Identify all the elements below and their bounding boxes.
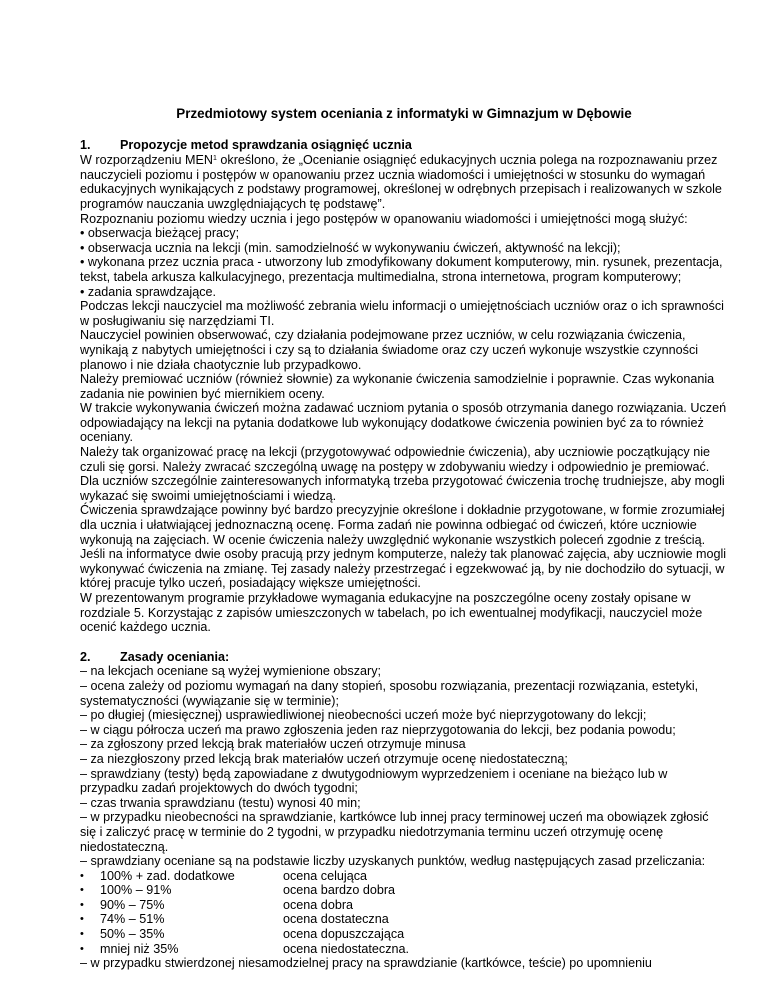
bullet-icon: • xyxy=(80,884,84,897)
bullet-icon: • xyxy=(80,942,84,955)
grade-label: ocena dopuszczająca xyxy=(283,927,405,942)
rule-item: – ocena zależy od poziomu wymagań na dany stopień, sposobu rozwiązania, prezentacji rozwiązania, estetyki, systematyczności (wywiązanie się w terminie); xyxy=(80,678,699,708)
bullet-icon: • xyxy=(80,913,84,926)
grade-label: ocena bardzo dobra xyxy=(283,883,396,898)
document-title: Przedmiotowy system oceniania z informatyki w Gimnazjum w Dębowie xyxy=(176,106,632,121)
section-2-closing: – w przypadku stwierdzonej niesamodzielnej pracy na sprawdzianie (kartkówce, teście) po upomnieniu xyxy=(80,956,652,971)
paragraph: • zadania sprawdzające. xyxy=(80,284,217,299)
section-1-body xyxy=(80,212,728,635)
section-1-number: 1. xyxy=(80,137,91,152)
grade-label: ocena celująca xyxy=(283,868,368,883)
grade-label: ocena dobra xyxy=(283,897,354,912)
grade-row xyxy=(80,912,728,927)
paragraph: Jeśli na informatyce dwie osoby pracują przy jednym komputerze, należy tak planować zajęcia, aby uczniowie mogli wykonywać ćwiczenia na zmianę. Tej zasady należy przestrzegać i egzekwować ją, by nie dochodziło do sytuacji, w której pracuje tylko uczeń, posiadający większe umiejętności. xyxy=(80,547,727,591)
paragraph: Dla uczniów szczególnie zainteresowanych informatyką trzeba przygotować ćwiczenia trochę trudniejsze, aby mogli wykazać się swoimi umiejętnościami i wiedzą. xyxy=(80,474,725,503)
section-2-number: 2. xyxy=(80,649,91,664)
rule-item: – w ciągu półrocza uczeń ma prawo zgłoszenia jeden raz nieprzygotowania do lekcji, bez podania powodu; xyxy=(80,722,676,737)
paragraph: Należy premiować uczniów (również słownie) za wykonanie ćwiczenia samodzielnie i poprawnie. Czas wykonania zadania nie powinien być miernikiem oceny. xyxy=(80,372,715,401)
section-1-heading xyxy=(80,138,728,153)
rule-item: – czas trwania sprawdzianu (testu) wynosi 40 min; xyxy=(80,795,361,810)
grade-range: 50% – 35% xyxy=(100,927,165,942)
section-2-heading xyxy=(80,650,728,665)
section-1-intro xyxy=(80,152,728,211)
section-2-body xyxy=(80,664,728,868)
paragraph: W prezentowanym programie przykładowe wymagania edukacyjne na poszczególne oceny zostały opisane w rozdziale 5. Korzystając z zapisów umieszczonych w tabelach, po ich ewentualnej modyfikacji, nauczyciel może ocenić każdego ucznia. xyxy=(80,591,703,635)
rule-item: – sprawdziany oceniane są na podstawie liczby uzyskanych punktów, według następujących zasad przeliczania: xyxy=(80,854,706,869)
rule-item: – po długiej (miesięcznej) usprawiedliwionej nieobecności uczeń może być nieprzygotowany do lekcji; xyxy=(80,708,647,723)
paragraph: Nauczyciel powinien obserwować, czy działania podejmowane przez uczniów, w celu rozwiązania ćwiczenia, wynikają z nabytych umiejętności i czy są to działania świadome oraz czy uczeń wykonuje wszystkie czynności planowo i nie działa chaotycznie lub przypadkowo. xyxy=(80,328,699,372)
grade-label: ocena dostateczna xyxy=(283,912,389,927)
section-1-title: Propozycje metod sprawdzania osiągnięć ucznia xyxy=(120,137,412,152)
grade-range: 100% + zad. dodatkowe xyxy=(100,868,235,883)
grade-row xyxy=(80,898,728,913)
grade-label: ocena niedostateczna. xyxy=(283,941,410,956)
paragraph: Rozpoznaniu poziomu wiedzy ucznia i jego postępów w opanowaniu wiadomości i umiejętności mogą służyć: xyxy=(80,211,688,226)
paragraph: • obserwacja ucznia na lekcji (min. samodzielność w wykonywaniu ćwiczeń, aktywność na lekcji); xyxy=(80,240,621,255)
bullet-icon: • xyxy=(80,869,84,882)
paragraph: Podczas lekcji nauczyciel ma możliwość zebrania wielu informacji o umiejętnościach uczniów oraz o ich sprawności w posługiwaniu się narzędziami TI. xyxy=(80,299,724,328)
grade-range: mniej niż 35% xyxy=(100,941,179,956)
rule-item: – za niezgłoszony przed lekcją brak materiałów uczeń otrzymuje ocenę niedostateczną; xyxy=(80,751,568,766)
paragraph: • obserwacja bieżącej pracy; xyxy=(80,226,240,241)
paragraph: Ćwiczenia sprawdzające powinny być bardzo precyzyjnie określone i dokładnie przygotowane, w formie zrozumiałej dla ucznia i ułatwiającej jednoznaczną ocenę. Forma zadań nie powinna odbiegać od ćwiczeń, które uczniowie wykonują na zajęciach. W ocenie ćwiczenia należy uwzględnić wykonanie wszystkich poleceń zgodnie z treścią. xyxy=(80,503,725,547)
bullet-icon: • xyxy=(80,898,84,911)
paragraph: W trakcie wykonywania ćwiczeń można zadawać uczniom pytania o sposób otrzymania danego rozwiązania. Uczeń odpowiadający na lekcji na pytania dodatkowe lub wykonujący dodatkowe ćwiczenia powinien być za to również oceniany. xyxy=(80,401,727,445)
rule-item: – w przypadku nieobecności na sprawdzianie, kartkówce lub innej pracy terminowej uczeń ma obowiązek zgłosić się i zaliczyć pracę w terminie do 2 tygodni, w przypadku niedotrzymania terminu uczeń otrzymuję ocenę niedostateczną. xyxy=(80,810,709,854)
rule-item: – za zgłoszony przed lekcją brak materiałów uczeń otrzymuje minusa xyxy=(80,737,466,752)
intro-text-rest: określono, że „Ocenianie osiągnięć edukacyjnych ucznia polega na rozpoznawaniu przez nauczycieli poziomu i postępów w opanowaniu przez ucznia wiadomości i umiejętności w stosunku do wymagań edukacyjnych wynikających z podstawy programowej, określonej w odrębnych przepisach i realizowanych w szkole programów nauczania uwzględniających tę podstawę”. xyxy=(80,153,722,211)
grade-row xyxy=(80,869,728,884)
grade-row xyxy=(80,883,728,898)
grade-row xyxy=(80,927,728,942)
bullet-icon: • xyxy=(80,928,84,941)
grade-range: 74% – 51% xyxy=(100,912,165,927)
grade-range: 90% – 75% xyxy=(100,897,165,912)
rule-item: – sprawdziany (testy) będą zapowiadane z dwutygodniowym wyprzedzeniem i oceniane na bieżąco lub w przypadku zadań projektowych do dwóch tygodni; xyxy=(80,766,668,796)
paragraph: • wykonana przez ucznia praca - utworzony lub zmodyfikowany dokument komputerowy, min. rysunek, prezentacja, tekst, tabela arkusza kalkulacyjnego, prezentacja multimedialna, strona internetowa, program komputerowy; xyxy=(80,255,723,284)
grade-scale-list xyxy=(80,869,728,957)
grade-row xyxy=(80,942,728,957)
section-2-title: Zasady oceniania: xyxy=(120,649,230,664)
rule-item: – na lekcjach oceniane są wyżej wymienione obszary; xyxy=(80,664,382,679)
intro-text-start: W rozporządzeniu MEN xyxy=(80,153,213,168)
paragraph: Należy tak organizować pracę na lekcji (przygotowywać odpowiednie ćwiczenia), aby uczniowie początkujący nie czuli się gorsi. Należy zwracać szczególną uwagę na postępy w zdobywaniu wiedzy i odpowiednio je premiować. xyxy=(80,445,710,474)
grade-range: 100% – 91% xyxy=(100,883,172,898)
footnote-marker[interactable]: 1 xyxy=(212,155,217,163)
